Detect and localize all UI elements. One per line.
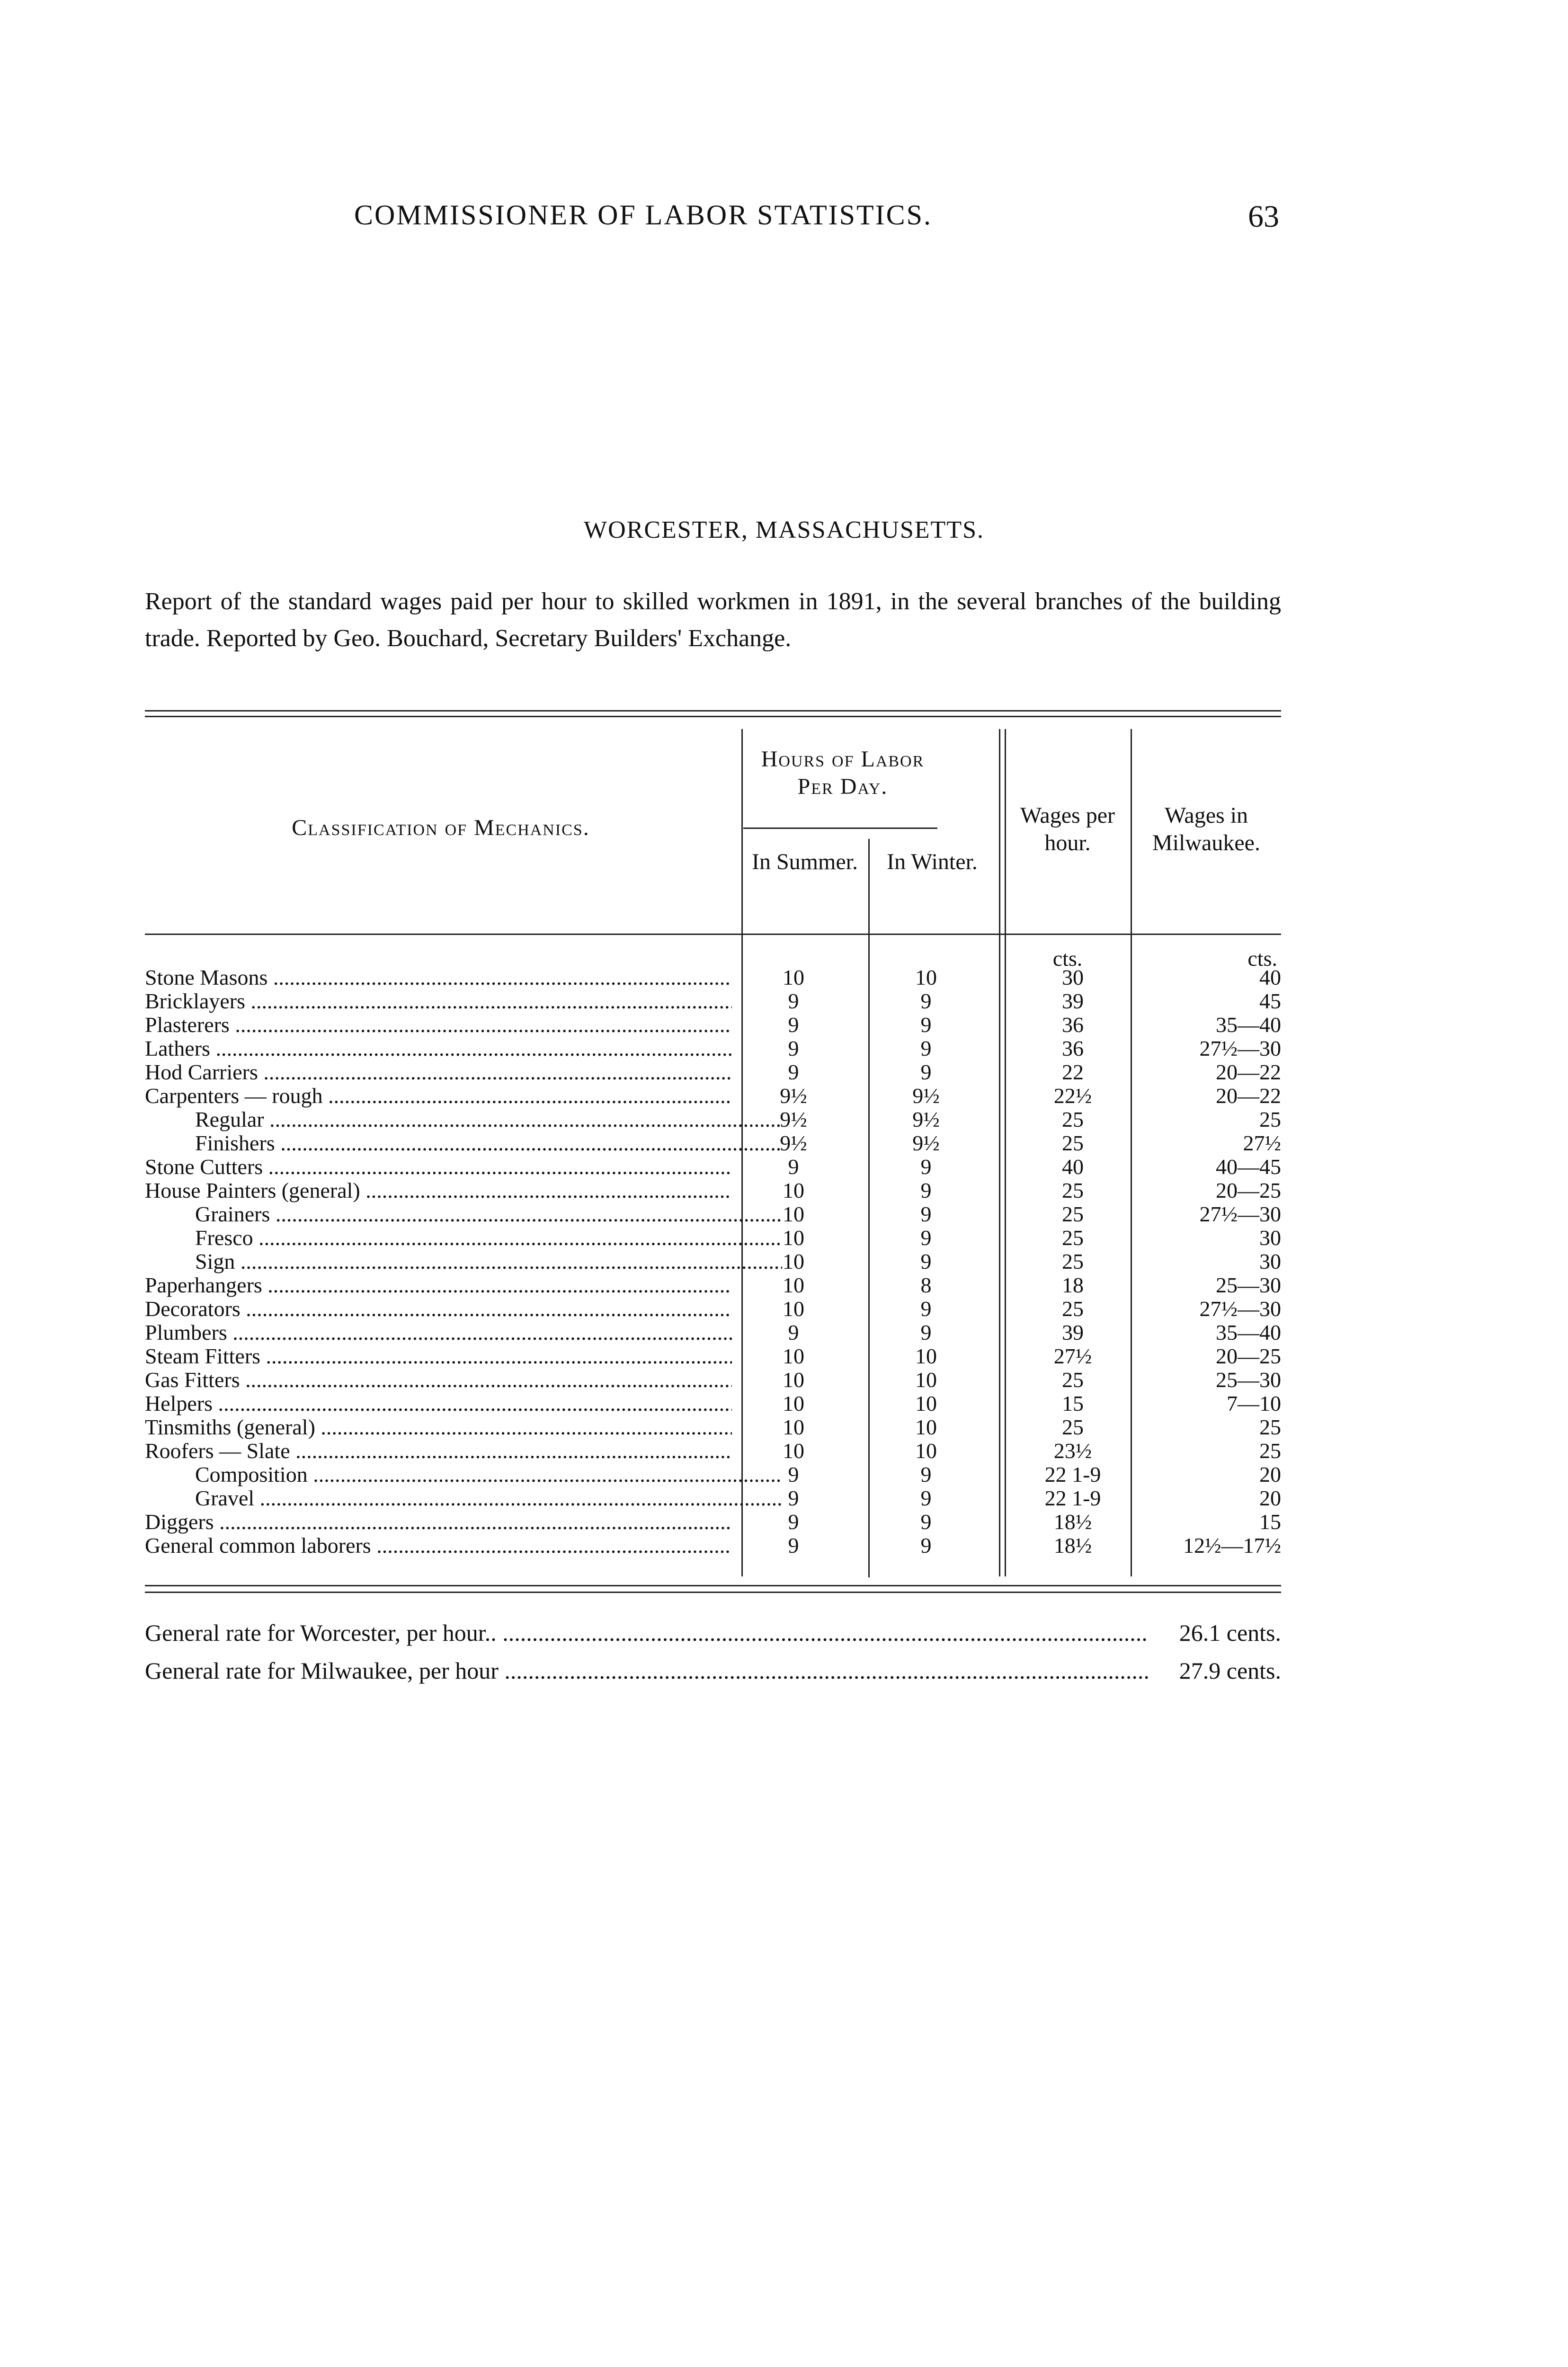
row-hours-winter: 9 [920, 1486, 932, 1510]
row-wage-milwaukee: 20—25 [1216, 1178, 1281, 1202]
table-top-rule-2 [145, 716, 1281, 717]
row-wage-per-hour: 30 [1062, 965, 1084, 989]
row-mechanic-name: Composition ..... [145, 1463, 782, 1486]
row-mechanic-name: Helpers ..... [145, 1392, 732, 1415]
row-hours-winter: 9½ [912, 1131, 940, 1155]
row-wage-milwaukee: 15 [1259, 1510, 1281, 1534]
row-wage-per-hour: 25 [1062, 1107, 1084, 1131]
row-mechanic-name: Fresco ..... [145, 1226, 782, 1250]
running-head: COMMISSIONER OF LABOR STATISTICS. [354, 199, 933, 231]
row-wage-milwaukee: 25—30 [1216, 1368, 1281, 1392]
header-wages: Wages per hour. [1020, 803, 1115, 855]
row-wage-per-hour: 40 [1062, 1155, 1084, 1179]
row-mechanic-name: Lathers ..... [145, 1037, 732, 1060]
row-hours-summer: 9 [788, 1486, 799, 1510]
row-hours-summer: 9½ [780, 1107, 807, 1131]
row-wage-milwaukee: 27½—30 [1199, 1202, 1281, 1226]
row-hours-winter: 9 [920, 1510, 932, 1534]
row-mechanic-name: Hod Carriers ..... [145, 1060, 732, 1084]
table-row [145, 1108, 1281, 1131]
unit-milwaukee: cts. [1247, 946, 1277, 970]
table-row [145, 1179, 1281, 1202]
row-mechanic-name: Grainers ..... [145, 1202, 782, 1226]
table-row [145, 1226, 1281, 1250]
row-mechanic-name: Diggers ..... [145, 1510, 732, 1534]
row-hours-winter: 10 [915, 1415, 937, 1439]
row-hours-summer: 10 [783, 1202, 804, 1226]
row-mechanic-name: Carpenters — rough ..... [145, 1084, 732, 1108]
table-row [145, 1321, 1281, 1344]
row-hours-winter: 9 [920, 1202, 932, 1226]
row-mechanic-name: Tinsmiths (general) ..... [145, 1415, 732, 1439]
row-wage-milwaukee: 20—22 [1216, 1060, 1281, 1084]
row-hours-winter: 9½ [912, 1107, 940, 1131]
row-wage-per-hour: 23½ [1053, 1439, 1092, 1463]
table-bottom-rule-2 [145, 1592, 1281, 1593]
row-hours-summer: 10 [783, 1226, 804, 1250]
row-wage-milwaukee: 40 [1259, 965, 1281, 989]
row-mechanic-name: Paperhangers ..... [145, 1273, 732, 1297]
table-row [145, 966, 1281, 989]
header-milwaukee: Wages in Milwaukee. [1152, 803, 1260, 855]
footer-milwaukee-label: General rate for Milwaukee, per hour ..... [145, 1657, 1149, 1684]
row-hours-summer: 9 [788, 1155, 799, 1179]
row-hours-winter: 9 [920, 1533, 932, 1557]
row-mechanic-name: General common laborers ..... [145, 1534, 732, 1557]
page-number: 63 [1248, 199, 1279, 234]
row-mechanic-name: Gravel ..... [145, 1486, 782, 1510]
row-wage-per-hour: 18½ [1053, 1533, 1092, 1557]
row-hours-summer: 10 [783, 1415, 804, 1439]
table-row [145, 1202, 1281, 1226]
row-hours-summer: 9 [788, 1510, 799, 1534]
row-hours-winter: 9 [920, 1249, 932, 1273]
row-wage-per-hour: 39 [1062, 989, 1084, 1013]
row-mechanic-name: House Painters (general) ..... [145, 1179, 732, 1202]
row-wage-milwaukee: 20 [1259, 1462, 1281, 1486]
unit-wages: cts. [1052, 946, 1083, 970]
row-wage-milwaukee: 27½—30 [1199, 1036, 1281, 1060]
table-row [145, 1415, 1281, 1439]
row-mechanic-name: Stone Masons ..... [145, 966, 732, 989]
row-wage-milwaukee: 27½ [1243, 1131, 1281, 1155]
row-wage-milwaukee: 35—40 [1216, 1013, 1281, 1037]
row-hours-winter: 8 [920, 1273, 932, 1297]
header-hours-group: Hours of Labor Per Day. [761, 747, 925, 799]
row-hours-summer: 9 [788, 1533, 799, 1557]
row-wage-per-hour: 22 1-9 [1044, 1462, 1101, 1486]
row-wage-milwaukee: 20—25 [1216, 1344, 1281, 1368]
table-row [145, 1534, 1281, 1557]
table-row [145, 1250, 1281, 1273]
row-hours-summer: 10 [783, 1297, 804, 1321]
row-hours-summer: 9½ [780, 1131, 807, 1155]
row-hours-winter: 9½ [912, 1084, 940, 1108]
table-row [145, 1368, 1281, 1392]
row-mechanic-name: Stone Cutters ..... [145, 1155, 732, 1179]
table-row [145, 1392, 1281, 1415]
row-mechanic-name: Decorators ..... [145, 1297, 732, 1321]
row-wage-milwaukee: 25—30 [1216, 1273, 1281, 1297]
row-wage-milwaukee: 20—22 [1216, 1084, 1281, 1108]
hours-group-rule [743, 828, 937, 829]
row-mechanic-name: Steam Fitters ..... [145, 1344, 732, 1368]
row-wage-per-hour: 15 [1062, 1391, 1084, 1415]
row-wage-per-hour: 25 [1062, 1368, 1084, 1392]
table-top-rule [145, 710, 1281, 712]
table-bottom-rule [145, 1585, 1281, 1586]
row-mechanic-name: Regular ..... [145, 1108, 782, 1131]
row-wage-per-hour: 25 [1062, 1226, 1084, 1250]
row-hours-winter: 10 [915, 1368, 937, 1392]
header-summer: In Summer. [752, 849, 858, 874]
footer-worcester-value: 26.1 cents. [1174, 1619, 1281, 1646]
row-wage-milwaukee: 25 [1259, 1107, 1281, 1131]
row-hours-winter: 9 [920, 989, 932, 1013]
table-row [145, 1084, 1281, 1108]
row-hours-winter: 10 [915, 1391, 937, 1415]
row-wage-milwaukee: 25 [1259, 1415, 1281, 1439]
row-mechanic-name: Bricklayers ..... [145, 989, 732, 1013]
row-wage-milwaukee: 40—45 [1216, 1155, 1281, 1179]
row-hours-winter: 10 [915, 1344, 937, 1368]
row-wage-per-hour: 25 [1062, 1415, 1084, 1439]
row-wage-milwaukee: 30 [1259, 1226, 1281, 1250]
row-hours-summer: 10 [783, 965, 804, 989]
row-wage-milwaukee: 35—40 [1216, 1320, 1281, 1344]
row-hours-winter: 9 [920, 1013, 932, 1037]
row-wage-per-hour: 25 [1062, 1131, 1084, 1155]
row-hours-winter: 10 [915, 1439, 937, 1463]
row-hours-summer: 9 [788, 1060, 799, 1084]
row-hours-summer: 9 [788, 989, 799, 1013]
table-row [145, 1155, 1281, 1179]
row-hours-winter: 9 [920, 1226, 932, 1250]
row-wage-per-hour: 18½ [1053, 1510, 1092, 1534]
row-hours-winter: 9 [920, 1155, 932, 1179]
header-bottom-rule [145, 934, 1281, 935]
row-wage-milwaukee: 30 [1259, 1249, 1281, 1273]
table-body [145, 966, 1281, 1557]
row-wage-milwaukee: 45 [1259, 989, 1281, 1013]
row-hours-summer: 10 [783, 1249, 804, 1273]
row-wage-milwaukee: 25 [1259, 1439, 1281, 1463]
row-mechanic-name: Roofers — Slate ..... [145, 1439, 732, 1463]
table-row [145, 1273, 1281, 1297]
table-row [145, 1060, 1281, 1084]
row-mechanic-name: Plasterers ..... [145, 1013, 732, 1037]
header-winter: In Winter. [887, 849, 978, 874]
row-mechanic-name: Sign ..... [145, 1250, 782, 1273]
row-hours-summer: 10 [783, 1178, 804, 1202]
row-wage-per-hour: 36 [1062, 1036, 1084, 1060]
row-wage-per-hour: 22 [1062, 1060, 1084, 1084]
row-wage-per-hour: 18 [1062, 1273, 1084, 1297]
row-wage-per-hour: 39 [1062, 1320, 1084, 1344]
row-mechanic-name: Finishers ..... [145, 1131, 782, 1155]
row-hours-winter: 9 [920, 1036, 932, 1060]
intro-paragraph: Report of the standard wages paid per hour to skilled workmen in 1891, in the several branches of the building trade. Reported by Geo. Bouchard, Secretary Builders' Exchange. [145, 588, 1281, 652]
row-hours-winter: 9 [920, 1060, 932, 1084]
footer-worcester-label: General rate for Worcester, per hour.. ..... [145, 1619, 1149, 1646]
row-wage-per-hour: 27½ [1053, 1344, 1092, 1368]
row-hours-summer: 10 [783, 1439, 804, 1463]
row-hours-summer: 10 [783, 1391, 804, 1415]
row-wage-per-hour: 25 [1062, 1297, 1084, 1321]
row-hours-summer: 10 [783, 1273, 804, 1297]
section-title: WORCESTER, MASSACHUSETTS. [584, 516, 984, 543]
table-row [145, 1439, 1281, 1463]
table-row [145, 1297, 1281, 1321]
row-mechanic-name: Plumbers ..... [145, 1321, 732, 1344]
row-wage-per-hour: 25 [1062, 1178, 1084, 1202]
row-wage-milwaukee: 20 [1259, 1486, 1281, 1510]
row-hours-summer: 10 [783, 1344, 804, 1368]
row-wage-milwaukee: 27½—30 [1199, 1297, 1281, 1321]
table-row [145, 1013, 1281, 1037]
row-hours-winter: 9 [920, 1320, 932, 1344]
row-hours-winter: 9 [920, 1178, 932, 1202]
row-hours-summer: 9½ [780, 1084, 807, 1108]
header-classification: Classification of Mechanics. [292, 815, 590, 840]
footer-milwaukee-value: 27.9 cents. [1174, 1657, 1281, 1684]
row-mechanic-name: Gas Fitters ..... [145, 1368, 732, 1392]
row-wage-per-hour: 22 1-9 [1044, 1486, 1101, 1510]
row-wage-per-hour: 25 [1062, 1249, 1084, 1273]
table-row [145, 1131, 1281, 1155]
table-row [145, 1463, 1281, 1486]
table-row [145, 1037, 1281, 1060]
table-row [145, 1486, 1281, 1510]
table-row [145, 1344, 1281, 1368]
row-hours-summer: 9 [788, 1036, 799, 1060]
row-hours-winter: 9 [920, 1297, 932, 1321]
row-hours-summer: 10 [783, 1368, 804, 1392]
row-hours-summer: 9 [788, 1013, 799, 1037]
row-wage-per-hour: 36 [1062, 1013, 1084, 1037]
row-hours-winter: 9 [920, 1462, 932, 1486]
row-hours-summer: 9 [788, 1320, 799, 1344]
row-wage-per-hour: 22½ [1053, 1084, 1092, 1108]
row-wage-per-hour: 25 [1062, 1202, 1084, 1226]
row-hours-summer: 9 [788, 1462, 799, 1486]
row-hours-winter: 10 [915, 965, 937, 989]
row-wage-milwaukee: 7—10 [1227, 1391, 1281, 1415]
table-row [145, 989, 1281, 1013]
table-row [145, 1510, 1281, 1534]
row-wage-milwaukee: 12½—17½ [1183, 1533, 1281, 1557]
